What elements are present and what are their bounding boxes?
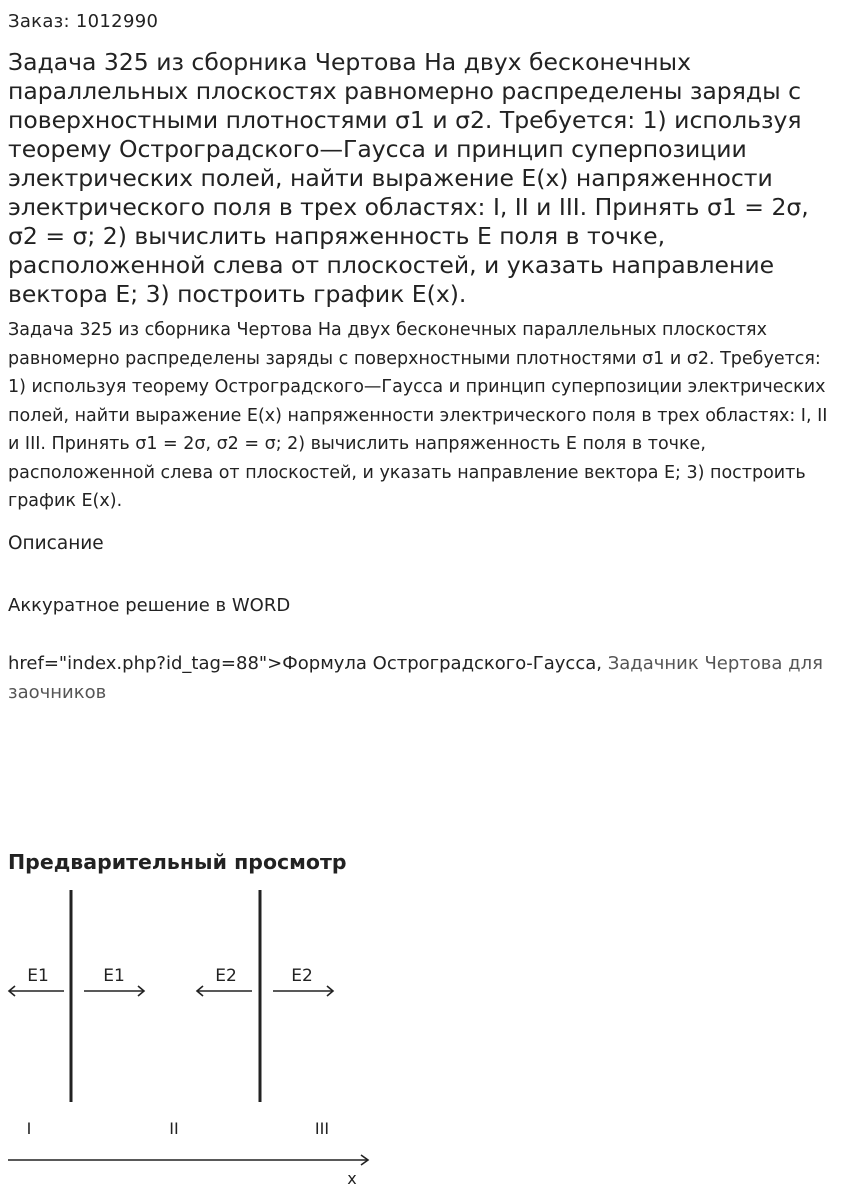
tag-link-chertov[interactable]: Задачник Чертова для заочников bbox=[8, 653, 823, 703]
tags-line bbox=[8, 649, 838, 707]
label-e2-right: E2 bbox=[291, 966, 313, 986]
label-e1-left: E1 bbox=[27, 966, 49, 986]
description-label: Описание bbox=[8, 533, 104, 554]
task-description: Задача 325 из сборника Чертова На двух бесконечных параллельных плоскостях равномерно распределены заряды с поверхностными плотностями σ1 и σ2. Требуется: 1) используя теорему Остроградского—Гаусса и принцип суперпозиции электрических полей, найти выражение E(x) напряженности электрического поля в трех областях: I, II и III. Принять σ1 = 2σ, σ2 = σ; 2) вычислить напряженность E поля в точке, расположенной слева от плоскостей, и указать направление вектора E; 3) построить график E(x). bbox=[8, 320, 828, 511]
solution-note: Аккуратное решение в WORD bbox=[8, 595, 291, 616]
region-label-2: II bbox=[169, 1119, 179, 1138]
order-number: Заказ: 1012990 bbox=[8, 11, 159, 32]
preview-figure bbox=[0, 880, 380, 1192]
label-e2-left: E2 bbox=[215, 966, 237, 986]
arrow-e2-right bbox=[273, 986, 333, 996]
arrow-e2-left bbox=[197, 986, 252, 996]
region-label-3: III bbox=[314, 1119, 330, 1138]
preview-heading: Предварительный просмотр bbox=[8, 850, 347, 874]
tags-prefix: href="index.php?id_tag=88">Формула Остроградского-Гаусса, bbox=[8, 653, 608, 674]
label-e1-right: E1 bbox=[103, 966, 125, 986]
arrow-e1-left bbox=[9, 986, 64, 996]
arrow-e1-right bbox=[84, 986, 144, 996]
x-axis-arrow bbox=[8, 1155, 368, 1165]
task-title: Задача 325 из сборника Чертова На двух бесконечных параллельных плоскостях равномерно распределены заряды с поверхностными плотностями σ1 и σ2. Требуется: 1) используя теорему Остроградского—Гаусса и принцип суперпозиции электрических полей, найти выражение E(x) напряженности электрического поля в трех областях: I, II и III. Принять σ1 = 2σ, σ2 = σ; 2) вычислить напряженность E поля в точке, расположенной слева от плоскостей, и указать направление вектора E; 3) построить график E(x). bbox=[8, 48, 809, 308]
region-label-1: I bbox=[26, 1119, 32, 1138]
x-axis-label: x bbox=[347, 1169, 357, 1188]
